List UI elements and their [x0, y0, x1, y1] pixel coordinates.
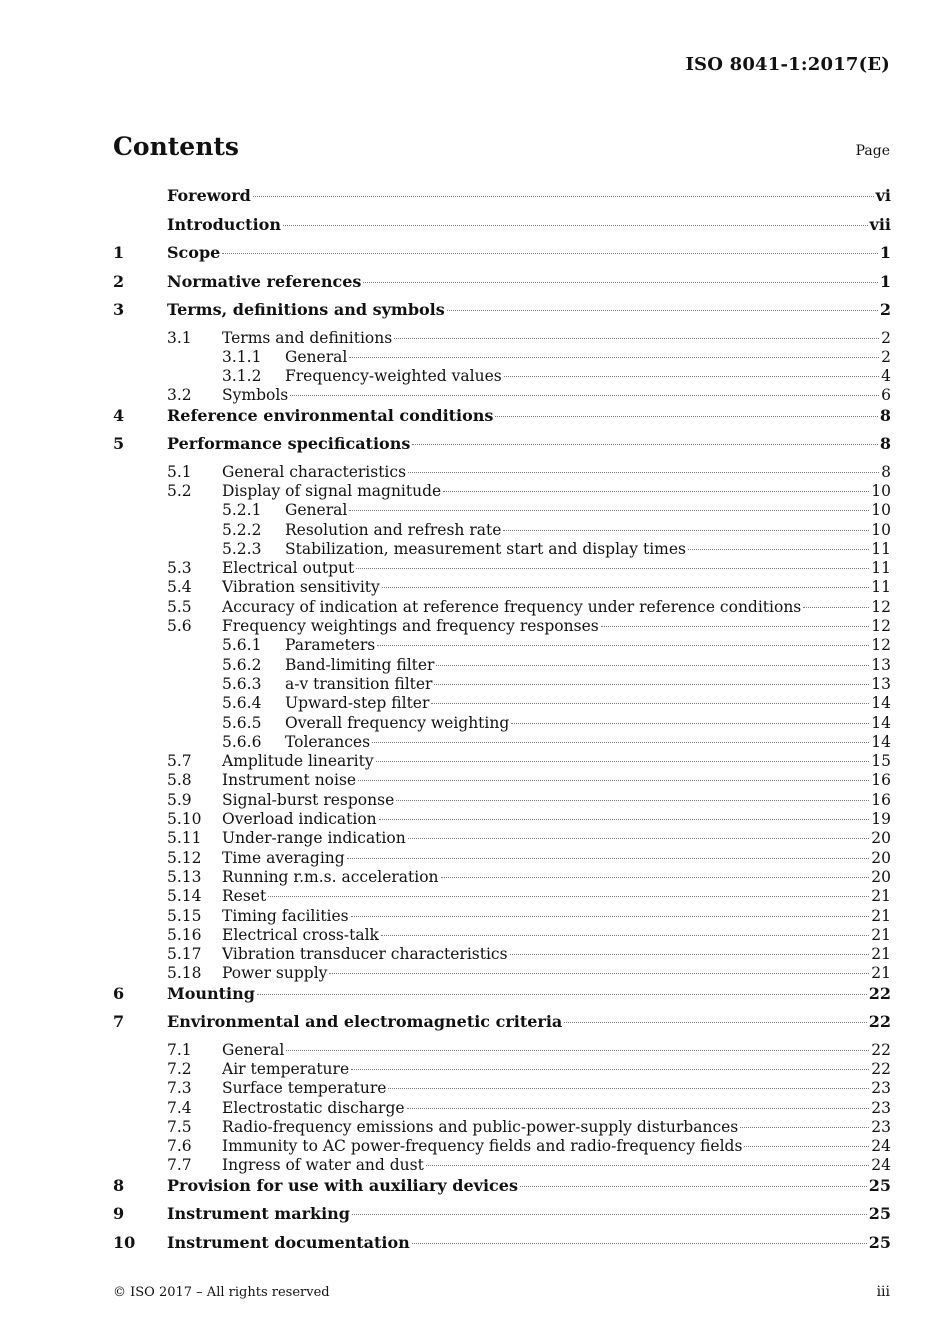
dot-leader: [503, 530, 869, 531]
dot-leader: [351, 916, 870, 917]
toc-entry-title: Vibration sensitivity: [222, 578, 380, 597]
toc-entry[interactable]: [113, 406, 891, 435]
toc-entry-page: 8: [879, 434, 891, 454]
dot-leader: [329, 973, 869, 974]
toc-entry-number: 3.1: [167, 328, 192, 347]
dot-leader: [379, 819, 870, 820]
toc-entry-page: 21: [871, 925, 891, 944]
toc-entry-page: 24: [871, 1156, 891, 1175]
toc-entry[interactable]: [113, 598, 891, 617]
toc-entry-title: Surface temperature: [222, 1079, 387, 1098]
dot-leader: [351, 1069, 869, 1070]
toc-entry-title: Stabilization, measurement start and display times: [285, 539, 686, 558]
toc-entry-number: 5.15: [167, 906, 202, 925]
dot-leader: [396, 800, 869, 801]
toc-entry-number: 5.9: [167, 790, 192, 809]
dot-leader: [740, 1127, 869, 1128]
toc-entry-number: 3.2: [167, 386, 192, 405]
toc-entry-number: 5.16: [167, 925, 202, 944]
dot-leader: [358, 780, 869, 781]
dot-leader: [520, 1186, 867, 1187]
page-column-label: Page: [855, 143, 890, 159]
toc-entry-title: Reset: [222, 887, 267, 906]
document-id: ISO 8041-1:2017(E): [685, 54, 890, 75]
toc-entry-page: 1: [879, 243, 891, 262]
toc-entry[interactable]: [113, 907, 891, 926]
toc-entry[interactable]: [113, 1012, 891, 1041]
toc-entry-title: Immunity to AC power-frequency fields and radio-frequency fields: [222, 1137, 743, 1156]
toc-entry-page: 14: [871, 732, 891, 751]
toc-entry-title: Reference environmental conditions: [167, 405, 494, 425]
toc-entry[interactable]: [113, 752, 891, 771]
toc-entry-number: 7.2: [167, 1060, 192, 1078]
dot-leader: [443, 491, 869, 492]
toc-entry[interactable]: [113, 1204, 891, 1233]
toc-entry-number: 7.1: [167, 1040, 192, 1059]
toc-entry-title: Overall frequency weighting: [285, 713, 510, 732]
dot-leader: [441, 877, 870, 878]
toc-entry-page: 22: [871, 1060, 891, 1078]
toc-entry-title: Instrument noise: [222, 771, 357, 790]
toc-entry-title: Time averaging: [222, 848, 345, 867]
toc-entry-title: a-v transition filter: [285, 674, 433, 693]
dot-leader: [434, 684, 869, 685]
toc-entry[interactable]: [113, 559, 891, 578]
toc-entry-title: Radio-frequency emissions and public-power-supply disturbances: [222, 1117, 739, 1136]
dot-leader: [286, 1050, 869, 1051]
toc-entry-page: 22: [868, 983, 891, 1003]
toc-entry-number: 5.7: [167, 752, 192, 771]
toc-entry[interactable]: [113, 656, 891, 675]
toc-entry-page: 13: [871, 674, 891, 693]
dot-leader: [447, 310, 878, 311]
toc-entry-title: Instrument documentation: [167, 1232, 410, 1252]
toc-entry-number: 5.6.2: [222, 655, 262, 674]
toc-entry-title: Symbols: [222, 386, 289, 405]
dot-leader: [601, 626, 870, 627]
toc-entry-page: 24: [871, 1137, 891, 1156]
toc-entry[interactable]: [113, 733, 891, 752]
toc-entry-title: Vibration transducer characteristics: [222, 945, 508, 964]
toc-entry-page: 23: [871, 1098, 891, 1117]
toc-entry-title: Running r.m.s. acceleration: [222, 867, 439, 886]
toc-entry[interactable]: [113, 675, 891, 694]
dot-leader: [412, 444, 878, 445]
toc-entry-title: Upward-step filter: [285, 694, 430, 713]
toc-entry-page: 23: [871, 1117, 891, 1136]
toc-entry-title: Terms and definitions: [222, 328, 393, 347]
toc-entry-title: Overload indication: [222, 810, 377, 829]
toc-entry-number: 5.18: [167, 964, 202, 983]
toc-entry-title: Mounting: [167, 983, 255, 1003]
toc-entry-page: 10: [871, 520, 891, 539]
toc-entry-number: 4: [113, 405, 125, 425]
toc-entry-number: 7.3: [167, 1079, 192, 1098]
page-number: iii: [876, 1284, 890, 1300]
toc-entry-title: Electrical output: [222, 559, 355, 578]
toc-entry-title: Frequency-weighted values: [285, 367, 502, 386]
toc-entry-title: Amplitude linearity: [222, 752, 374, 771]
toc-entry-number: 5.10: [167, 810, 202, 829]
toc-entry[interactable]: [113, 887, 891, 906]
toc-entry-number: 5.3: [167, 559, 192, 578]
toc-entry-number: 5.6.1: [222, 636, 262, 655]
toc-entry-title: Environmental and electromagnetic criteria: [167, 1012, 563, 1032]
toc-entry-page: 16: [871, 771, 891, 790]
toc-entry[interactable]: [113, 926, 891, 945]
toc-entry-number: 3.1.1: [222, 347, 262, 366]
toc-entry-page: 21: [871, 945, 891, 964]
toc-entry-page: 13: [871, 655, 891, 674]
toc-entry-title: Ingress of water and dust: [222, 1156, 424, 1175]
toc-entry[interactable]: [113, 348, 891, 367]
toc-entry-page: 25: [868, 1175, 891, 1195]
toc-entry-page: 21: [871, 906, 891, 925]
dot-leader: [504, 376, 879, 377]
toc-entry-title: Terms, definitions and symbols: [167, 300, 445, 319]
toc-entry-page: 21: [871, 964, 891, 983]
dot-leader: [283, 225, 868, 226]
toc-entry-page: 22: [868, 1012, 891, 1032]
toc-entry[interactable]: [113, 386, 891, 405]
toc-entry-title: Instrument marking: [167, 1204, 350, 1224]
toc-entry-page: 8: [881, 462, 891, 481]
toc-entry-title: Scope: [167, 243, 221, 262]
toc-entry-page: 20: [871, 829, 891, 848]
toc-entry-number: 7.7: [167, 1156, 192, 1175]
toc-entry-page: 6: [881, 386, 891, 405]
copyright-notice: © ISO 2017 – All rights reserved: [113, 1285, 330, 1300]
toc-entry-title: Signal-burst response: [222, 790, 395, 809]
toc-entry[interactable]: [113, 984, 891, 1013]
dot-leader: [408, 838, 870, 839]
toc-entry[interactable]: [113, 1099, 891, 1118]
toc-entry[interactable]: [113, 1176, 891, 1205]
toc-entry-number: 5.2.1: [222, 501, 262, 520]
toc-entry-title: Electrical cross-talk: [222, 925, 379, 944]
toc-entry[interactable]: [113, 367, 891, 386]
toc-entry[interactable]: [113, 1156, 891, 1175]
dot-leader: [388, 1088, 869, 1089]
toc-entry-page: 14: [871, 713, 891, 732]
dot-leader: [803, 607, 869, 608]
dot-leader: [412, 1243, 867, 1244]
toc-entry-title: Normative references: [167, 271, 362, 291]
toc-entry-number: 5.5: [167, 597, 192, 616]
dot-leader: [253, 196, 874, 197]
toc-entry-title: Frequency weightings and frequency responses: [222, 617, 599, 636]
toc-entry[interactable]: [113, 501, 891, 520]
toc-entry[interactable]: [113, 810, 891, 829]
toc-entry[interactable]: [113, 1118, 891, 1137]
toc-entry[interactable]: [113, 300, 891, 329]
toc-entry-number: 5.2.2: [222, 520, 262, 539]
toc-entry-title: Electrostatic discharge: [222, 1098, 405, 1117]
toc-entry[interactable]: [113, 329, 891, 348]
toc-entry-number: 10: [113, 1232, 136, 1252]
toc-entry-number: 5.12: [167, 848, 202, 867]
toc-entry-page: 16: [871, 790, 891, 809]
toc-entry-page: 20: [871, 848, 891, 867]
toc-entry-title: General: [285, 347, 348, 366]
toc-entry-number: 5.2: [167, 481, 192, 500]
toc-entry-number: 5.6.6: [222, 732, 262, 751]
toc-entry-page: 20: [871, 867, 891, 886]
toc-entry-page: 11: [871, 578, 891, 597]
toc-entry-page: 11: [871, 559, 891, 578]
toc-entry-page: 25: [868, 1204, 891, 1224]
toc-entry-page: 10: [871, 501, 891, 520]
toc-entry-number: 5.11: [167, 829, 202, 848]
toc-entry-title: Resolution and refresh rate: [285, 520, 502, 539]
toc-entry-number: 5.6: [167, 617, 192, 636]
toc-entry-number: 5.6.4: [222, 694, 262, 713]
toc-entry-title: Band-limiting filter: [285, 655, 435, 674]
toc-entry[interactable]: [113, 463, 891, 482]
toc-entry-page: 2: [881, 328, 891, 347]
dot-leader: [356, 568, 869, 569]
toc-entry-title: Performance specifications: [167, 434, 411, 454]
toc-entry[interactable]: [113, 540, 891, 559]
toc-entry[interactable]: [113, 849, 891, 868]
toc-entry-title: Provision for use with auxiliary devices: [167, 1175, 518, 1195]
toc-entry[interactable]: [113, 272, 891, 301]
toc-entry-number: 5.14: [167, 887, 202, 906]
dot-leader: [407, 1108, 870, 1109]
toc-entry-title: Tolerances: [285, 732, 371, 751]
toc-entry[interactable]: [113, 829, 891, 848]
toc-entry-number: 7.5: [167, 1117, 192, 1136]
toc-entry-title: Power supply: [222, 964, 328, 983]
toc-entry-page: 15: [871, 752, 891, 771]
toc-entry-page: 25: [868, 1232, 891, 1252]
toc-entry-number: 5.6.5: [222, 713, 262, 732]
toc-entry-title: Foreword: [167, 186, 251, 205]
toc-entry[interactable]: [113, 578, 891, 597]
toc-entry-number: 5.8: [167, 771, 192, 790]
dot-leader: [257, 994, 867, 995]
toc-entry[interactable]: [113, 1233, 891, 1262]
toc-entry-number: 5.1: [167, 462, 192, 481]
toc-entry-title: General: [285, 501, 348, 520]
toc-entry[interactable]: [113, 1041, 891, 1060]
dot-leader: [495, 416, 877, 417]
toc-entry-number: 9: [113, 1204, 125, 1224]
toc-entry[interactable]: [113, 868, 891, 887]
dot-leader: [352, 1214, 867, 1215]
toc-entry-title: Timing facilities: [222, 906, 349, 925]
toc-entry[interactable]: [113, 771, 891, 790]
toc-entry-page: 2: [881, 347, 891, 366]
dot-leader: [431, 703, 869, 704]
dot-leader: [363, 282, 877, 283]
toc-entry[interactable]: [113, 243, 891, 272]
toc-entry-page: 10: [871, 481, 891, 500]
dot-leader: [372, 742, 869, 743]
dot-leader: [744, 1146, 869, 1147]
toc-entry-number: 3: [113, 300, 125, 319]
toc-entry[interactable]: [113, 521, 891, 540]
toc-entry[interactable]: [113, 617, 891, 636]
dot-leader: [222, 253, 878, 254]
toc-entry-number: 5.17: [167, 945, 202, 964]
toc-entry-number: 6: [113, 983, 125, 1003]
toc-entry[interactable]: [113, 694, 891, 713]
toc-entry-page: 22: [871, 1040, 891, 1059]
toc-entry-number: 8: [113, 1175, 125, 1195]
toc-entry-page: 1: [879, 271, 891, 291]
toc-entry-title: Introduction: [167, 214, 281, 234]
toc-entry-title: Display of signal magnitude: [222, 481, 442, 500]
toc-entry[interactable]: [113, 1060, 891, 1079]
toc-entry-number: 2: [113, 271, 125, 291]
toc-entry-title: Air temperature: [222, 1060, 350, 1078]
toc-entry-page: 21: [871, 887, 891, 906]
toc-entry-number: 1: [113, 243, 125, 262]
toc-entry[interactable]: [113, 434, 891, 463]
toc-entry-number: 5: [113, 434, 125, 454]
dot-leader: [511, 723, 869, 724]
toc-entry[interactable]: [113, 1079, 891, 1098]
toc-entry-number: 3.1.2: [222, 367, 262, 386]
toc-entry-number: 5.4: [167, 578, 192, 597]
toc-entry-page: vii: [869, 214, 891, 234]
toc-entry[interactable]: [113, 482, 891, 501]
dot-leader: [510, 954, 870, 955]
toc-entry-page: 14: [871, 694, 891, 713]
dot-leader: [394, 338, 879, 339]
dot-leader: [436, 665, 869, 666]
toc-entry-page: vi: [875, 186, 891, 205]
toc-entry[interactable]: [113, 636, 891, 655]
toc-entry-number: 5.2.3: [222, 539, 262, 558]
toc-entry-title: Parameters: [285, 636, 376, 655]
dot-leader: [408, 472, 879, 473]
dot-leader: [377, 645, 869, 646]
toc-entry[interactable]: [113, 215, 891, 244]
toc-entry-page: 23: [871, 1079, 891, 1098]
table-of-contents: [113, 186, 891, 1261]
contents-title: Contents: [113, 132, 240, 161]
dot-leader: [688, 549, 869, 550]
toc-entry-page: 12: [871, 597, 891, 616]
toc-entry-page: 2: [879, 300, 891, 319]
toc-entry-title: General characteristics: [222, 462, 407, 481]
toc-entry-number: 5.13: [167, 867, 202, 886]
dot-leader: [349, 510, 869, 511]
toc-entry-number: 7.6: [167, 1137, 192, 1156]
dot-leader: [426, 1165, 869, 1166]
dot-leader: [564, 1022, 866, 1023]
toc-entry-page: 19: [871, 810, 891, 829]
dot-leader: [382, 587, 869, 588]
dot-leader: [290, 395, 879, 396]
dot-leader: [347, 858, 870, 859]
toc-entry[interactable]: [113, 791, 891, 810]
toc-entry[interactable]: [113, 714, 891, 733]
dot-leader: [376, 761, 870, 762]
dot-leader: [381, 935, 869, 936]
dot-leader: [268, 896, 869, 897]
dot-leader: [349, 357, 879, 358]
toc-entry-page: 12: [871, 636, 891, 655]
toc-entry-title: Under-range indication: [222, 829, 406, 848]
toc-entry-page: 12: [871, 617, 891, 636]
toc-entry-page: 8: [879, 405, 891, 425]
toc-entry-title: General: [222, 1040, 285, 1059]
toc-entry[interactable]: [113, 186, 891, 215]
toc-entry-page: 11: [871, 539, 891, 558]
toc-entry-number: 7.4: [167, 1098, 192, 1117]
toc-entry[interactable]: [113, 945, 891, 964]
toc-entry-number: 5.6.3: [222, 674, 262, 693]
toc-entry-page: 4: [881, 367, 891, 386]
toc-entry-number: 7: [113, 1012, 125, 1032]
toc-entry[interactable]: [113, 964, 891, 983]
toc-entry[interactable]: [113, 1137, 891, 1156]
toc-entry-title: Accuracy of indication at reference frequency under reference conditions: [222, 597, 802, 616]
